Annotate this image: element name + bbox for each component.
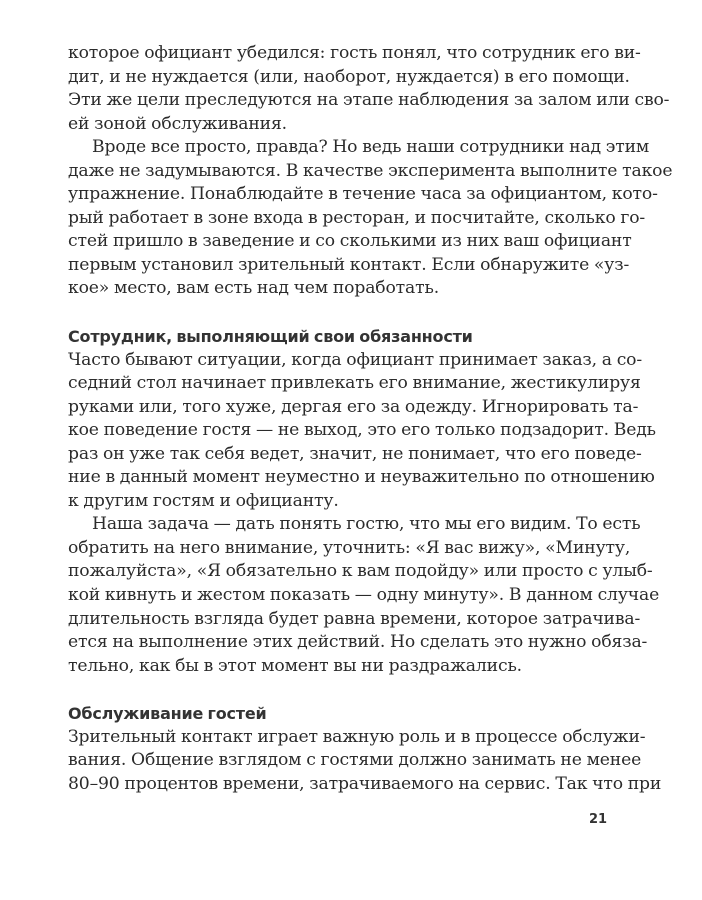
text-line: тельно, как бы в этот момент вы ни раздражались. (68, 655, 522, 676)
paragraph (68, 136, 673, 301)
paragraph (68, 42, 670, 136)
text-line: Зрительный контакт играет важную роль и в процессе обслужи- (68, 726, 646, 747)
section-spacer (68, 301, 620, 325)
text-line: вания. Общение взглядом с гостями должно занимать не менее (68, 750, 642, 771)
text-line: седний стол начинает привлекать его внимание, жестикулируя (68, 373, 641, 394)
text-line: кое поведение гостя — не выход, это его только подзадорит. Ведь (68, 420, 656, 441)
paragraph (68, 349, 656, 514)
text-line: Часто бывают ситуации, когда официант принимает заказ, а со- (68, 349, 643, 370)
paragraph (68, 726, 662, 797)
paragraph (68, 513, 660, 678)
text-line: ется на выполнение этих действий. Но сделать это нужно обяза- (68, 632, 648, 653)
text-line: пожалуйста», «Я обязательно к вам подойду» или просто с улыб- (68, 561, 653, 582)
book-page-body (68, 42, 673, 796)
text-line: стей пришло в заведение и со сколькими из них ваш официант (68, 231, 632, 252)
section-heading: Обслуживание гостей (68, 704, 267, 724)
text-line: обратить на него внимание, уточнить: «Я вас вижу», «Минуту, (68, 537, 631, 558)
text-line: Вроде все просто, правда? Но ведь наши сотрудники над этим (92, 137, 650, 158)
text-line: ей зоной обслуживания. (68, 113, 287, 134)
text-line: длительность взгляда будет равна времени, которое затрачива- (68, 608, 641, 629)
text-line: дит, и не нуждается (или, наоборот, нуждается) в его помощи. (68, 66, 630, 87)
text-line: 80–90 процентов времени, затрачиваемого на сервис. Так что при (68, 773, 662, 794)
text-line: к другим гостям и официанту. (68, 490, 339, 511)
text-line: которое официант убедился: гость понял, что сотрудник его ви- (68, 43, 641, 63)
text-line: кое» место, вам есть над чем поработать. (68, 278, 440, 299)
text-line: рый работает в зоне входа в ресторан, и посчитайте, сколько го- (68, 207, 646, 228)
text-line: раз он уже так себя ведет, значит, не понимает, что его поведе- (68, 443, 642, 464)
text-line: руками или, того хуже, дергая его за одежду. Игнорировать та- (68, 396, 639, 417)
text-line: упражнение. Понаблюдайте в течение часа за официантом, кото- (68, 184, 658, 205)
text-line: Наша задача — дать понять гостю, что мы его видим. То есть (92, 514, 641, 535)
page-number: 21 (589, 812, 608, 827)
section-heading: Сотрудник, выполняющий свои обязанности (68, 327, 473, 347)
text-line: ние в данный момент неуместно и неуважительно по отношению (68, 467, 655, 488)
text-line: кой кивнуть и жестом показать — одну минуту». В данном случае (68, 585, 660, 606)
section-spacer (68, 678, 620, 702)
text-line: первым установил зрительный контакт. Если обнаружите «уз- (68, 254, 630, 275)
text-line: даже не задумываются. В качестве эксперимента выполните такое (68, 160, 673, 181)
text-line: Эти же цели преследуются на этапе наблюдения за залом или сво- (68, 90, 670, 111)
